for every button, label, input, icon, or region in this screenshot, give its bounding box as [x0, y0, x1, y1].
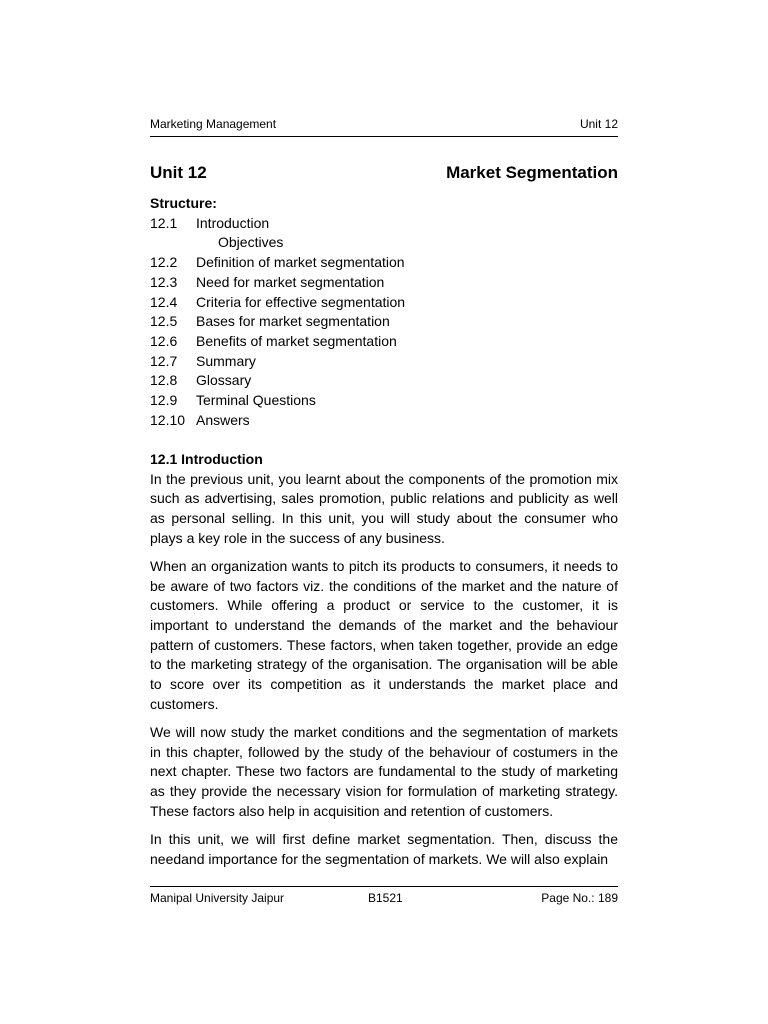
toc-number: 12.6 [150, 332, 178, 349]
toc-label: Objectives [218, 234, 284, 251]
toc-label: Answers [196, 411, 250, 428]
document-page [150, 0, 618, 1024]
footer-course-code: B1521 [368, 891, 403, 905]
toc-label: Criteria for effective segmentation [196, 293, 406, 310]
toc-label: Definition of market segmentation [196, 254, 405, 271]
toc-item [150, 214, 618, 234]
footer-page-number: Page No.: 189 [541, 891, 618, 905]
introduction-section [150, 450, 618, 878]
running-header [150, 116, 618, 132]
unit-title [150, 162, 618, 184]
toc-item [150, 371, 618, 391]
toc-item [150, 253, 618, 273]
toc-number: 12.1 [150, 214, 178, 231]
toc-item [150, 293, 618, 313]
toc-item [150, 332, 618, 352]
toc-number: 12.5 [150, 313, 178, 330]
toc-number: 12.3 [150, 273, 178, 290]
structure-label: Structure: [150, 195, 217, 211]
toc-item [150, 312, 618, 332]
toc-item [150, 391, 618, 411]
footer-institution: Manipal University Jaipur [150, 891, 285, 905]
header-divider [150, 136, 618, 137]
toc-number: 12.4 [150, 293, 178, 310]
section-heading: 12.1 Introduction [150, 451, 263, 467]
toc-number: 12.10 [150, 411, 186, 428]
toc-number: 12.7 [150, 352, 178, 369]
toc-number: 12.2 [150, 254, 178, 271]
toc-label: Need for market segmentation [196, 273, 385, 290]
toc-number: 12.8 [150, 372, 178, 389]
body-paragraph: In this unit, we will first define market segmentation. Then, discuss the needand importance for the segmentation of markets. We will also explain [150, 830, 618, 867]
footer-divider [150, 886, 618, 887]
body-paragraph: We will now study the market conditions and the segmentation of markets in this chapter, followed by the study of the behaviour of costumers in the next chapter. These two factors are fundamental to the study of marketing as they provide the necessary vision for formulation of marketing strategy. These factors also help in acquisition and retention of customers. [150, 723, 618, 819]
header-unit-label: Unit 12 [579, 117, 618, 131]
toc-label: Terminal Questions [196, 392, 316, 409]
structure-list [150, 194, 618, 430]
toc-item [150, 273, 618, 293]
toc-label: Glossary [196, 372, 252, 389]
toc-label: Summary [196, 352, 256, 369]
toc-label: Benefits of market segmentation [196, 332, 397, 349]
toc-number: 12.9 [150, 392, 178, 409]
unit-topic: Market Segmentation [446, 163, 618, 182]
toc-subitem [150, 233, 618, 253]
toc-label: Bases for market segmentation [196, 313, 390, 330]
toc-item [150, 411, 618, 431]
toc-item [150, 352, 618, 372]
unit-number: Unit 12 [150, 163, 207, 182]
toc-label: Introduction [196, 214, 270, 231]
header-course-title: Marketing Management [150, 117, 277, 131]
body-paragraph: When an organization wants to pitch its products to consumers, it needs to be aware of two factors viz. the conditions of the market and the nature of customers. While offering a product or service to the customer, it is important to understand the demands of the market and the behaviour pattern of customers. These factors, when taken together, provide an edge to the marketing strategy of the organisation. The organisation will be able to score over its competition as it understands the market place and customers. [150, 557, 618, 712]
body-paragraph: In the previous unit, you learnt about the components of the promotion mix such as advertising, sales promotion, public relations and publicity as well as personal selling. In this unit, you will study about the consumer who plays a key role in the success of any business. [150, 470, 618, 546]
